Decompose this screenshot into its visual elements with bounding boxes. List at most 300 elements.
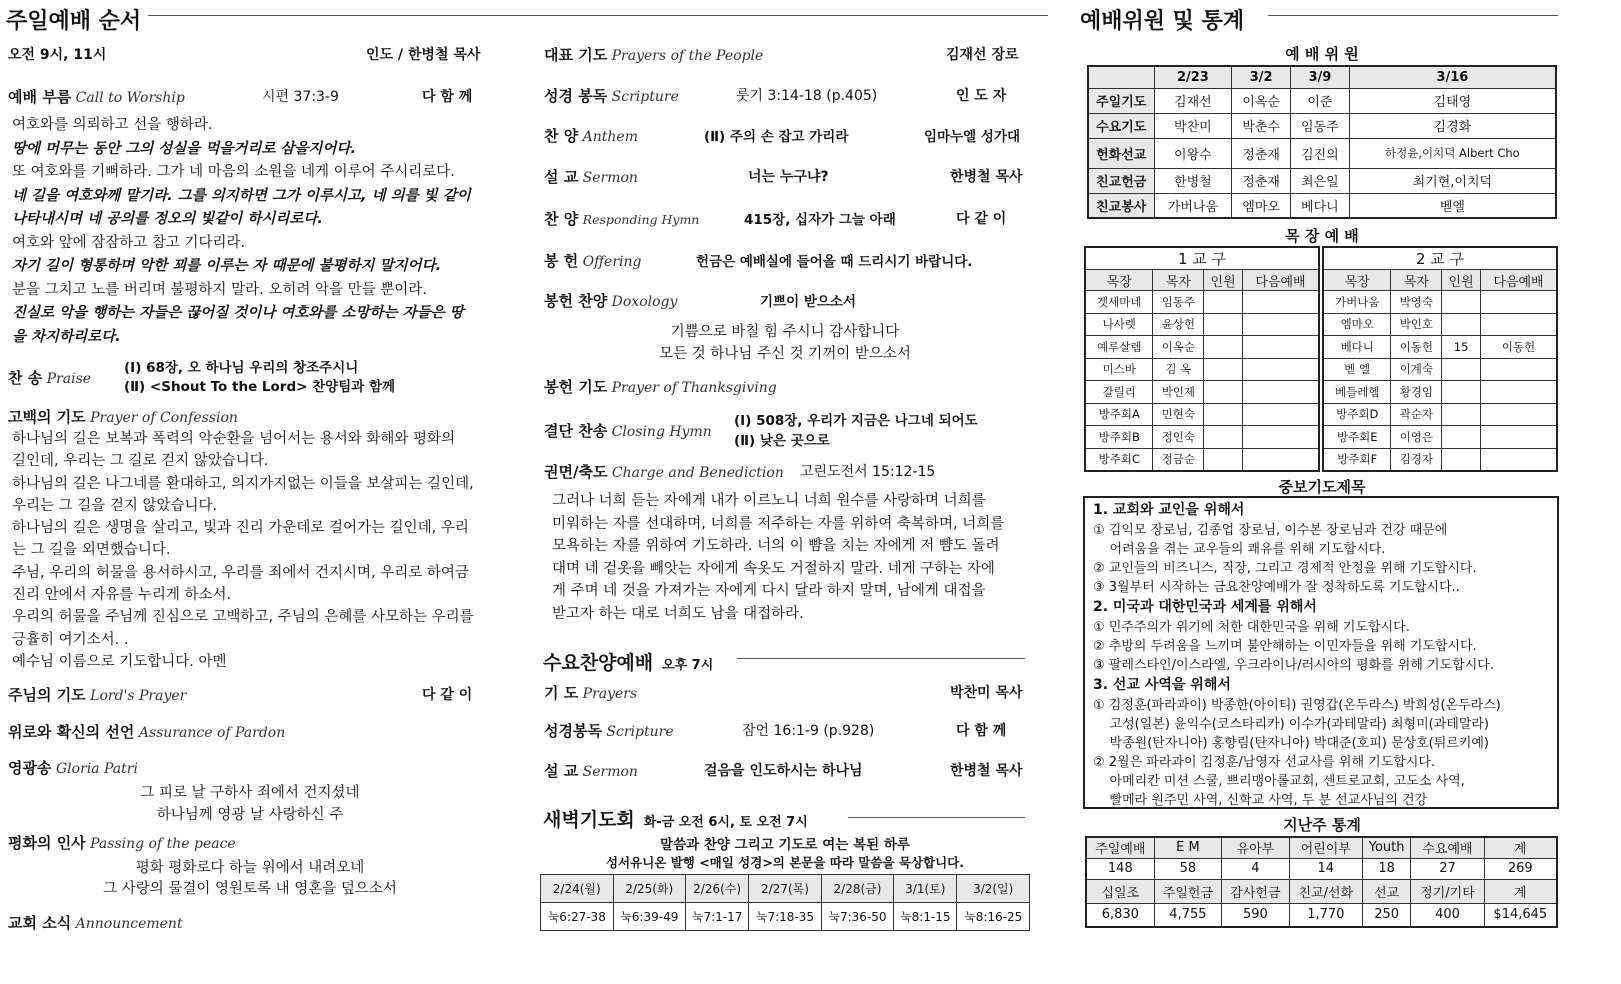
prayer-item: ② 교인들의 비즈니스, 직장, 그리고 경제적 안정을 위해 기도합시다.	[1093, 561, 1477, 576]
gloria-row	[8, 757, 138, 778]
item-label-en: Offering	[582, 254, 642, 270]
item-label-en: Announcement	[75, 916, 183, 932]
mokjang-cell	[1480, 426, 1557, 449]
mokjang-cell: 이계숙	[1391, 358, 1442, 381]
committee-row	[1088, 113, 1556, 138]
district-2-table	[1322, 246, 1558, 472]
mokjang-head: 목장	[1323, 270, 1391, 291]
mokjang-cell: 김 옥	[1153, 358, 1204, 381]
mokjang-cell	[1242, 381, 1319, 404]
reading-line: 분을 그치고 노를 버리며 불평하지 말라. 오히려 악을 만들 뿐이라.	[12, 281, 427, 298]
committee-name: 이준	[1291, 88, 1350, 113]
mokjang-cell: 나사렛	[1085, 313, 1153, 336]
lords-prayer-row	[8, 684, 186, 705]
mokjang-cell: 베들레헴	[1323, 381, 1391, 404]
praise-hymn-1: (Ⅰ) 68장, 오 하나님 우리의 창조주시니	[124, 360, 359, 376]
committee-row	[1088, 88, 1556, 113]
stats-cell: 주일헌금	[1154, 879, 1222, 903]
item-label-en: Lord's Prayer	[90, 688, 187, 704]
dawn-ref-cell: 눅7:18-35	[749, 903, 822, 931]
committee-role: 헌화선교	[1088, 138, 1154, 168]
mokjang-head: 인원	[1204, 270, 1243, 291]
doxology-title: 기쁘이 받으소서	[760, 294, 856, 310]
mokjang-cell: 윤상헌	[1153, 313, 1204, 336]
reading-line: 땅에 머무는 동안 그의 성실을 먹을거리로 삼을지어다.	[12, 140, 356, 157]
mokjang-cell: 가버나움	[1323, 291, 1391, 314]
wednesday-rule	[737, 658, 1025, 659]
prayer-item: ① 김정훈(파라과이) 박종한(아이티) 권영갑(온두라스) 박희성(온두라스)	[1093, 698, 1501, 713]
confession-row	[8, 406, 238, 427]
committee-name: 하정윤,이치덕 Albert Cho	[1349, 138, 1556, 168]
mokjang-cell: 예루살렘	[1085, 336, 1153, 359]
mokjang-cell: 박인호	[1391, 313, 1442, 336]
reading-line: 또 여호와를 기뻐하라. 그가 네 마음의 소원을 네게 이루어 주시리로다.	[12, 164, 455, 180]
committee-name: 정춘재	[1232, 168, 1291, 193]
stats-cell: 6,830	[1086, 903, 1154, 927]
prayer-item: ② 2월은 파라과이 김정훈/남영자 선교사를 위해 기도합시다.	[1093, 755, 1436, 770]
item-label-en: Assurance of Pardon	[138, 725, 286, 741]
committee-role: 주일기도	[1088, 88, 1154, 113]
item-label: 성경 봉독	[544, 87, 608, 105]
benediction-line: 그러나 너희 듣는 자에게 내가 이르노니 너희 원수를 사랑하며 너희를	[552, 493, 986, 509]
mokjang-row	[1085, 336, 1319, 359]
mokjang-cell	[1480, 403, 1557, 426]
stats-cell: 십일조	[1086, 879, 1154, 903]
mokjang-cell: 김경자	[1391, 448, 1442, 471]
call-ref: 시편 37:3-9	[262, 89, 339, 105]
reading-line: 여호와 앞에 잠잠하고 참고 기다리라.	[12, 234, 246, 251]
item-label-en: Prayer of Thanksgiving	[611, 380, 777, 396]
scripture-ref: 룻기 3:14-18 (p.405)	[736, 88, 878, 104]
mokjang-tables	[1084, 246, 1558, 468]
mokjang-cell: 베다니	[1323, 336, 1391, 359]
stats-cell: 400	[1411, 903, 1484, 927]
dawn-ref-cell: 눅6:27-38	[541, 903, 614, 931]
mokjang-cell: 이영은	[1391, 426, 1442, 449]
stats-cell: 계	[1484, 837, 1557, 858]
thanks-prayer-row	[544, 376, 777, 397]
item-label-en: Call to Worship	[75, 90, 185, 106]
committee-name: 최기현,이치덕	[1349, 168, 1556, 193]
mokjang-cell: 벧 엘	[1323, 358, 1391, 381]
district-1-table	[1084, 246, 1320, 472]
item-label: 찬 송	[8, 369, 43, 387]
wednesday-time: 오후 7시	[662, 658, 714, 673]
committee-date: 3/9	[1291, 66, 1350, 88]
stats-cell: Youth	[1362, 837, 1410, 858]
mokjang-cell	[1242, 336, 1319, 359]
mokjang-row	[1323, 313, 1557, 336]
committee-name: 엠마오	[1232, 193, 1291, 218]
stats-cell: 어린이부	[1289, 837, 1362, 858]
stats-title: 예배위원 및 통계	[1080, 9, 1245, 34]
stats-cell: 정기/기타	[1411, 879, 1484, 903]
reading-line: 진실로 악을 행하는 자들은 끊어질 것이나 여호와를 소망하는 자들은 땅	[12, 305, 464, 321]
dawn-schedule-table	[540, 874, 1030, 931]
item-label: 위로와 확신의 선언	[8, 723, 135, 741]
prayer-item: 어려움을 겪는 교우들의 쾌유를 위해 기도합시다.	[1093, 542, 1386, 557]
prayer-heading: 2. 미국과 대한민국과 세계를 위해서	[1093, 599, 1317, 615]
item-label: 설 교	[544, 168, 579, 186]
confession-line: 진리 안에서 자유를 누리게 하소서.	[12, 587, 232, 604]
offering-note: 헌금은 예배실에 들어올 때 드리시기 바랍니다.	[696, 254, 973, 270]
mokjang-cell	[1480, 358, 1557, 381]
committee-role: 수요기도	[1088, 113, 1154, 138]
mokjang-cell: 갈릴리	[1085, 381, 1153, 404]
mokjang-cell: 박인제	[1153, 381, 1204, 404]
mokjang-row	[1323, 426, 1557, 449]
mokjang-head: 다음예배	[1242, 270, 1319, 291]
mokjang-row	[1085, 403, 1319, 426]
mokjang-row	[1323, 291, 1557, 314]
mokjang-cell: 15	[1442, 336, 1481, 359]
item-label: 대표 기도	[544, 46, 608, 64]
mokjang-cell: 미스바	[1085, 358, 1153, 381]
stats-cell: 58	[1154, 858, 1222, 879]
benediction-line: 받고자 하는 대로 너희도 남을 대접하라.	[552, 605, 804, 622]
committee-name: 김진의	[1291, 138, 1350, 168]
wed-prayer-row	[544, 682, 637, 703]
mokjang-cell	[1442, 426, 1481, 449]
dawn-time: 화-금 오전 6시, 토 오전 7시	[643, 815, 808, 830]
mokjang-row	[1085, 291, 1319, 314]
responding-title: 415장, 십자가 그늘 아래	[744, 212, 896, 228]
prayer-item: ③ 팔레스타인/이스라엘, 우크라이나/러시아의 평화를 위해 기도합시다.	[1093, 658, 1494, 673]
stats-cell: 148	[1086, 858, 1154, 879]
committee-role: 친교봉사	[1088, 193, 1154, 218]
stats-cell: 4	[1222, 858, 1290, 879]
anthem-title: (Ⅱ) 주의 손 잡고 가리라	[704, 129, 849, 145]
stats-cell: 계	[1484, 879, 1557, 903]
dawn-line-1: 말씀과 찬양 그리고 기도로 여는 복된 하루	[660, 837, 910, 853]
charge-ref: 고린도전서 15:12-15	[800, 464, 936, 480]
district-1-caption: 1 교 구	[1085, 247, 1319, 270]
mokjang-row	[1323, 336, 1557, 359]
sermon-who: 한병철 목사	[950, 169, 1023, 185]
mokjang-cell	[1442, 358, 1481, 381]
benediction-line: 미워하는 자를 선대하며, 너희를 저주하는 자를 위하여 축복하며, 너희를	[552, 515, 1005, 532]
mokjang-cell	[1442, 313, 1481, 336]
wed-sermon-title: 걸음을 인도하시는 하나님	[704, 763, 863, 779]
dawn-ref-cell: 눅6:39-49	[613, 903, 686, 931]
committee-name: 박춘수	[1232, 113, 1291, 138]
confession-line: 하나님의 길은 생명을 살리고, 빛과 진리 가운데로 걸어가는 길인데, 우리	[12, 520, 469, 537]
anthem-who: 임마누엘 성가대	[924, 129, 1020, 145]
mokjang-cell	[1442, 381, 1481, 404]
item-label: 고백의 기도	[8, 408, 86, 426]
mokjang-cell: 방주회F	[1323, 448, 1391, 471]
wed-prayer-who: 박찬미 목사	[950, 685, 1023, 701]
mokjang-row	[1323, 358, 1557, 381]
dawn-date-cell: 3/2(일)	[957, 875, 1030, 903]
reading-line: 여호와를 의뢰하고 선을 행하라.	[12, 117, 213, 133]
doxology-row	[544, 290, 677, 311]
item-label: 주님의 기도	[8, 686, 86, 704]
mokjang-cell	[1480, 381, 1557, 404]
stats-cell: 14	[1289, 858, 1362, 879]
responding-who: 다 같 이	[956, 211, 1007, 227]
mokjang-cell	[1204, 381, 1243, 404]
stats-cell: 269	[1484, 858, 1557, 879]
mokjang-cell: 엠마오	[1323, 313, 1391, 336]
mokjang-cell	[1242, 403, 1319, 426]
committee-name: 임동주	[1291, 113, 1350, 138]
reading-line: 네 길을 여호와께 맡기라. 그를 의지하면 그가 이루시고, 네 의를 빛 같이	[12, 187, 471, 204]
item-label-en: Closing Hymn	[611, 424, 712, 440]
stats-title-rule	[1268, 15, 1558, 16]
mokjang-cell	[1442, 448, 1481, 471]
confession-line: 우리는 그 길을 걷지 않았습니다.	[12, 497, 218, 514]
item-label-en: Doxology	[611, 294, 678, 310]
doxology-line-2: 모든 것 하나님 주신 것 기꺼이 받으소서	[659, 346, 911, 362]
stats-cell: 주일예배	[1086, 837, 1154, 858]
mokjang-cell	[1242, 313, 1319, 336]
responsive-reading	[12, 114, 502, 349]
benediction-text	[552, 490, 1032, 625]
assurance-row	[8, 721, 285, 742]
mokjang-cell: 방주회C	[1085, 448, 1153, 471]
mokjang-cell: 방주회D	[1323, 403, 1391, 426]
mokjang-row	[1323, 403, 1557, 426]
prayer-heading: 3. 선교 사역을 위해서	[1093, 677, 1231, 693]
praise-hymn-2: (Ⅱ) <Shout To the Lord> 찬양팀과 함께	[124, 379, 396, 395]
committee-caption: 예 배 위 원	[1285, 45, 1359, 63]
item-label-en: Sermon	[582, 170, 638, 186]
peace-line-2: 그 사랑의 물결이 영원토록 내 영혼을 덮으소서	[103, 881, 397, 897]
mokjang-row	[1085, 358, 1319, 381]
item-label-en: Charge and Benediction	[611, 465, 784, 481]
stats-cell: 590	[1222, 903, 1290, 927]
reading-line: 나타내시며 네 공의를 정오의 빛같이 하시리로다.	[12, 211, 323, 227]
item-label-en: Gloria Patri	[55, 761, 138, 777]
mokjang-row	[1085, 381, 1319, 404]
mokjang-cell	[1204, 313, 1243, 336]
prayer-item: 고성(일본) 윤익수(코스타리카) 이수가(과테말라) 최형미(과테말라)	[1093, 717, 1490, 732]
responding-row	[544, 208, 699, 229]
mokjang-cell	[1442, 291, 1481, 314]
mokjang-cell	[1204, 336, 1243, 359]
mokjang-cell	[1204, 291, 1243, 314]
stats-cell: 250	[1362, 903, 1410, 927]
stats-cell: 유아부	[1222, 837, 1290, 858]
item-label-en: Anthem	[582, 129, 638, 145]
gloria-line-1: 그 피로 날 구하사 죄에서 건지셨네	[140, 785, 360, 801]
prayer-item: 아메리칸 미션 스쿨, 쁘리맹아롤교회, 센트로교회, 고도소 사역,	[1093, 774, 1465, 789]
wednesday-title: 수요찬양예배	[543, 652, 654, 674]
item-label: 예배 부름	[8, 88, 72, 106]
service-leader: 인도 / 한병철 목사	[366, 47, 481, 63]
committee-date: 3/2	[1232, 66, 1291, 88]
dawn-ref-cell: 눅7:36-50	[821, 903, 894, 931]
mokjang-row	[1085, 448, 1319, 471]
item-label-en: Passing of the peace	[90, 836, 236, 852]
mokjang-row	[1085, 426, 1319, 449]
mokjang-head: 목자	[1391, 270, 1442, 291]
scripture-row	[544, 85, 679, 106]
item-label: 봉헌 기도	[544, 378, 608, 396]
wednesday-heading	[543, 648, 713, 675]
reading-line: 자기 길이 형통하며 악한 꾀를 이루는 자 때문에 불평하지 말지어다.	[12, 258, 442, 274]
charge-row	[544, 461, 784, 482]
committee-corner	[1088, 66, 1154, 88]
closing-hymn-row	[544, 420, 712, 441]
reading-line: 을 차지하리로다.	[12, 328, 121, 345]
sermon-row	[544, 166, 638, 187]
wed-sermon-who: 한병철 목사	[950, 763, 1023, 779]
mokjang-cell	[1204, 358, 1243, 381]
title-rule	[148, 15, 1048, 16]
committee-name: 이왕수	[1154, 138, 1232, 168]
mokjang-cell: 이옥순	[1153, 336, 1204, 359]
wed-sermon-row	[544, 760, 638, 781]
item-label-en: Responding Hymn	[582, 212, 700, 227]
mokjang-cell: 박영숙	[1391, 291, 1442, 314]
dawn-heading	[543, 805, 808, 832]
confession-line: 는 그 길을 외면했습니다.	[12, 542, 171, 559]
mokjang-head: 목자	[1153, 270, 1204, 291]
committee-row	[1088, 138, 1556, 168]
mokjang-cell: 임동주	[1153, 291, 1204, 314]
mokjang-row	[1323, 448, 1557, 471]
item-label-en: Praise	[46, 371, 92, 387]
sermon-title: 너는 누구냐?	[748, 169, 829, 185]
benediction-line: 대며 네 겉옷을 빼앗는 자에게 속옷도 거절하지 말라. 네게 구하는 자에	[552, 560, 995, 577]
closing-hymn-1: (Ⅰ) 508장, 우리가 지금은 나그네 되어도	[734, 413, 978, 429]
dawn-date-cell: 2/27(목)	[749, 875, 822, 903]
dawn-ref-cell: 눅8:1-15	[894, 903, 957, 931]
mokjang-cell: 황경임	[1391, 381, 1442, 404]
committee-row	[1088, 168, 1556, 193]
prayer-item: ① 김익모 장로님, 김종업 장로님, 이수본 장로님과 건강 때문에	[1093, 523, 1448, 538]
mokjang-cell	[1242, 426, 1319, 449]
benediction-line: 게 주며 네 것을 가져가는 자에게 다시 달라 하지 말며, 남에게 대접을	[552, 583, 986, 599]
item-label: 기 도	[544, 684, 579, 702]
peace-row	[8, 832, 236, 853]
call-who: 다 함 께	[422, 89, 473, 105]
item-label: 교회 소식	[8, 914, 72, 932]
mokjang-cell: 방주회E	[1323, 426, 1391, 449]
item-label: 봉헌 찬양	[544, 292, 608, 310]
committee-name: 가버나움	[1154, 193, 1232, 218]
item-label-en: Scripture	[606, 724, 674, 740]
wed-scripture-ref: 잠언 16:1-9 (p.928)	[742, 723, 875, 739]
item-label-en: Scripture	[611, 89, 679, 105]
confession-line: 길인데, 우리는 그 길로 걷지 않았습니다.	[12, 453, 269, 470]
committee-name: 이옥순	[1232, 88, 1291, 113]
item-label-en: Sermon	[582, 764, 638, 780]
people-prayer-row	[544, 44, 763, 65]
praise-row	[8, 367, 91, 388]
item-label: 설 교	[544, 762, 579, 780]
item-label: 찬 양	[544, 210, 579, 228]
stats-caption: 지난주 통계	[1283, 816, 1361, 834]
mokjang-cell: 곽순자	[1391, 403, 1442, 426]
stats-cell: E M	[1154, 837, 1222, 858]
mokjang-cell	[1442, 403, 1481, 426]
mokjang-cell: 정인숙	[1153, 426, 1204, 449]
mokjang-cell	[1242, 448, 1319, 471]
mokjang-head: 목장	[1085, 270, 1153, 291]
people-prayer-who: 김재선 장로	[946, 47, 1019, 63]
dawn-date-cell: 2/26(수)	[686, 875, 749, 903]
committee-name: 김재선	[1154, 88, 1232, 113]
stats-cell: 1,770	[1289, 903, 1362, 927]
announcement-row	[8, 912, 183, 933]
item-label: 영광송	[8, 759, 52, 777]
dawn-date-cell: 2/25(화)	[613, 875, 686, 903]
committee-date: 3/16	[1349, 66, 1556, 88]
confession-line: 하나님의 길은 나그네를 환대하고, 의지가지없는 이들을 보살피는 길인데,	[12, 475, 474, 492]
lords-who: 다 같 이	[422, 687, 473, 703]
closing-hymn-2: (Ⅱ) 낮은 곳으로	[734, 433, 830, 449]
mokjang-cell	[1204, 426, 1243, 449]
item-label: 평화의 인사	[8, 834, 86, 852]
stats-cell: $14,645	[1484, 903, 1557, 927]
mokjang-row	[1323, 381, 1557, 404]
mokjang-head: 인원	[1442, 270, 1481, 291]
item-label: 찬 양	[544, 127, 579, 145]
prayer-item: ② 추방의 두려움을 느끼며 불안해하는 이민자들을 위해 기도합시다.	[1093, 639, 1477, 654]
stats-cell: 27	[1411, 858, 1484, 879]
mokjang-row	[1085, 313, 1319, 336]
stats-cell: 수요예배	[1411, 837, 1484, 858]
confession-line: 긍휼히 여기소서. .	[12, 631, 129, 648]
doxology-line-1: 기쁨으로 바칠 힘 주시니 감사합니다	[670, 324, 900, 340]
prayer-item: ① 민주주의가 위기에 처한 대한민국을 위해 기도합시다.	[1093, 620, 1410, 635]
stats-cell: 감사헌금	[1222, 879, 1290, 903]
gloria-line-2: 하나님께 영광 날 사랑하신 주	[156, 807, 344, 823]
scripture-who: 인 도 자	[956, 88, 1007, 104]
wed-scripture-who: 다 함 께	[956, 723, 1007, 739]
dawn-date-cell: 2/28(금)	[821, 875, 894, 903]
dawn-ref-cell: 눅7:1-17	[686, 903, 749, 931]
dawn-rule	[848, 817, 1025, 818]
stats-cell: 4,755	[1154, 903, 1222, 927]
order-title: 주일예배 순서	[6, 9, 142, 34]
call-to-worship-row	[8, 86, 185, 107]
mokjang-cell: 민현숙	[1153, 403, 1204, 426]
stats-cell: 18	[1362, 858, 1410, 879]
item-label-en: Prayers	[582, 686, 638, 702]
confession-line: 예수님 이름으로 기도합니다. 아멘	[12, 653, 227, 670]
mokjang-cell	[1480, 291, 1557, 314]
confession-prayer	[12, 428, 502, 673]
committee-role: 친교헌금	[1088, 168, 1154, 193]
mokjang-cell	[1204, 448, 1243, 471]
confession-line: 우리의 허물을 주님께 진심으로 고백하고, 주님의 은혜를 사모하는 우리를	[12, 609, 474, 626]
item-label: 봉 헌	[544, 252, 579, 270]
stats-cell: 선교	[1362, 879, 1410, 903]
mokjang-cell: 이동헌	[1391, 336, 1442, 359]
dawn-date-cell: 3/1(토)	[894, 875, 957, 903]
item-label: 성경봉독	[544, 722, 602, 740]
prayer-list	[1083, 496, 1559, 809]
mokjang-cell	[1242, 291, 1319, 314]
prayer-item: 박종원(탄자니아) 홍향림(탄자니아) 박대준(호피) 문상호(튀르키예)	[1093, 736, 1490, 751]
offering-row	[544, 250, 642, 271]
prayer-heading: 1. 교회와 교인을 위해서	[1093, 502, 1245, 518]
item-label-en: Prayers of the People	[611, 48, 764, 64]
committee-name: 정춘재	[1232, 138, 1291, 168]
mokjang-cell: 정금순	[1153, 448, 1204, 471]
mokjang-cell: 방주회A	[1085, 403, 1153, 426]
committee-date: 2/23	[1154, 66, 1232, 88]
mokjang-cell: 겟세마네	[1085, 291, 1153, 314]
dawn-date-cell: 2/24(월)	[541, 875, 614, 903]
mokjang-caption: 목 장 예 배	[1285, 227, 1359, 245]
committee-name: 베다니	[1291, 193, 1350, 218]
mokjang-cell: 이동헌	[1480, 336, 1557, 359]
